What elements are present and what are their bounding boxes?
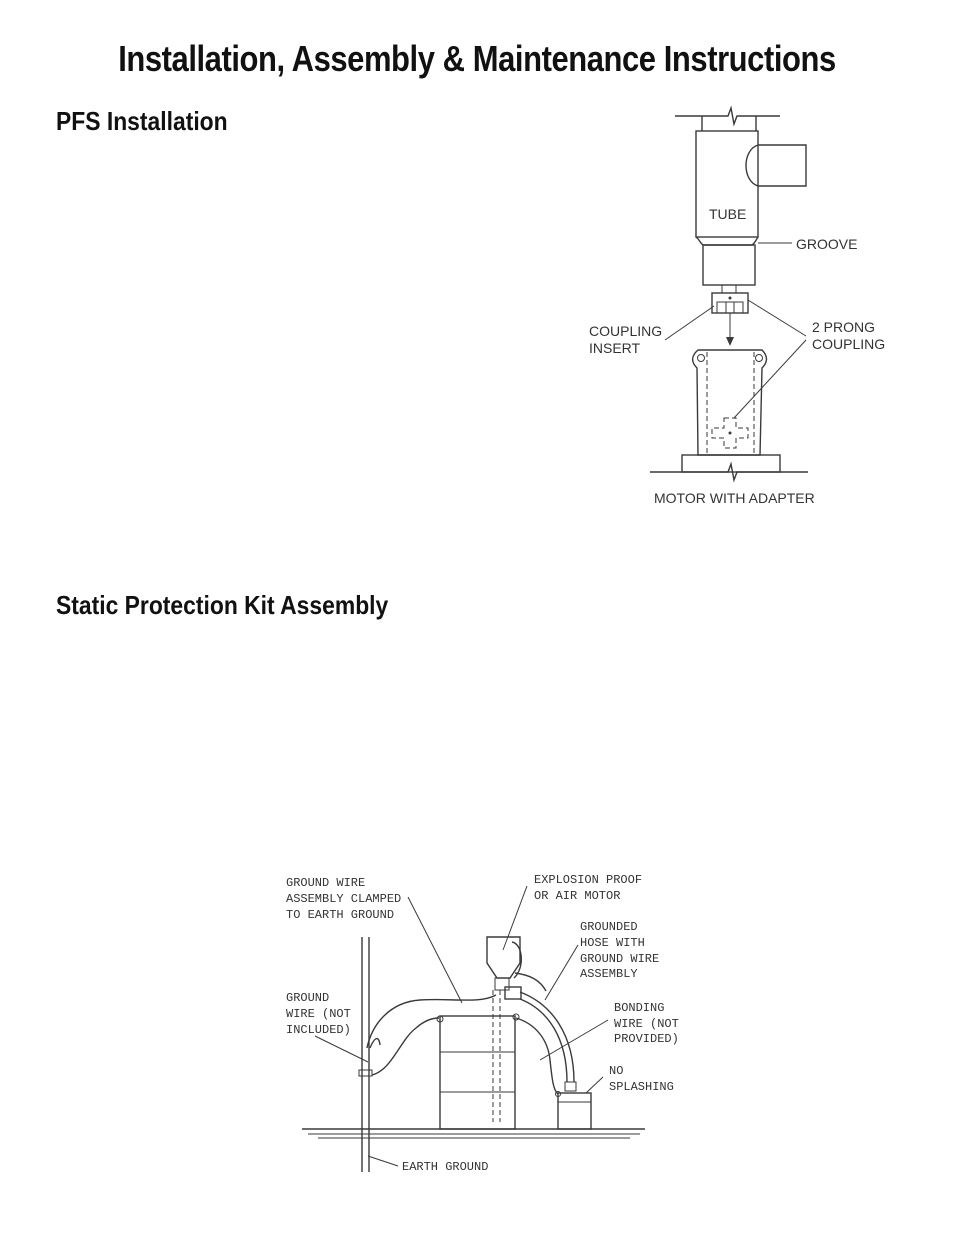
label-bonding-wire: BONDING xyxy=(614,1001,665,1015)
label-explosion-proof: EXPLOSION PROOF xyxy=(534,873,643,887)
label-ground-wire-assembly-3: TO EARTH GROUND xyxy=(286,908,395,922)
label-motor-with-adapter: MOTOR WITH ADAPTER xyxy=(654,490,815,506)
bucket xyxy=(556,1092,592,1130)
pump-motor xyxy=(487,937,546,1122)
label-groove: GROOVE xyxy=(796,236,858,252)
label-two-prong-2: COUPLING xyxy=(812,336,886,352)
floor xyxy=(302,1129,645,1138)
static-leader-lines xyxy=(315,886,608,1166)
label-grounded-hose-4: ASSEMBLY xyxy=(580,967,638,981)
label-no-splashing-2: SPLASHING xyxy=(609,1080,674,1094)
label-ground-wire-3: INCLUDED) xyxy=(286,1023,351,1037)
drum xyxy=(437,1014,519,1129)
grounded-hose xyxy=(520,992,576,1091)
label-coupling-insert-2: INSERT xyxy=(589,340,641,356)
label-ground-wire-2: WIRE (NOT xyxy=(286,1007,351,1021)
label-bonding-wire-3: PROVIDED) xyxy=(614,1032,679,1046)
label-coupling-insert: COUPLING xyxy=(589,323,663,339)
section-heading-static-protection: Static Protection Kit Assembly xyxy=(56,590,389,620)
ground-wires xyxy=(367,995,558,1094)
page-title: Installation, Assembly & Maintenance Instructions xyxy=(118,38,836,79)
label-bonding-wire-2: WIRE (NOT xyxy=(614,1017,679,1031)
label-no-splashing: NO xyxy=(609,1064,624,1078)
label-grounded-hose: GROUNDED xyxy=(580,920,638,934)
label-explosion-proof-2: OR AIR MOTOR xyxy=(534,889,621,903)
label-earth-ground: EARTH GROUND xyxy=(402,1160,489,1174)
earth-ground-rod xyxy=(359,937,372,1172)
label-two-prong: 2 PRONG xyxy=(812,319,876,335)
label-ground-wire-assembly: GROUND WIRE xyxy=(286,876,366,890)
label-grounded-hose-3: GROUND WIRE xyxy=(580,952,660,966)
label-ground-wire: GROUND xyxy=(286,991,330,1005)
label-tube: TUBE xyxy=(709,206,747,222)
label-grounded-hose-2: HOSE WITH xyxy=(580,936,645,950)
label-ground-wire-assembly-2: ASSEMBLY CLAMPED xyxy=(286,892,402,906)
section-heading-pfs-installation: PFS Installation xyxy=(56,106,228,136)
